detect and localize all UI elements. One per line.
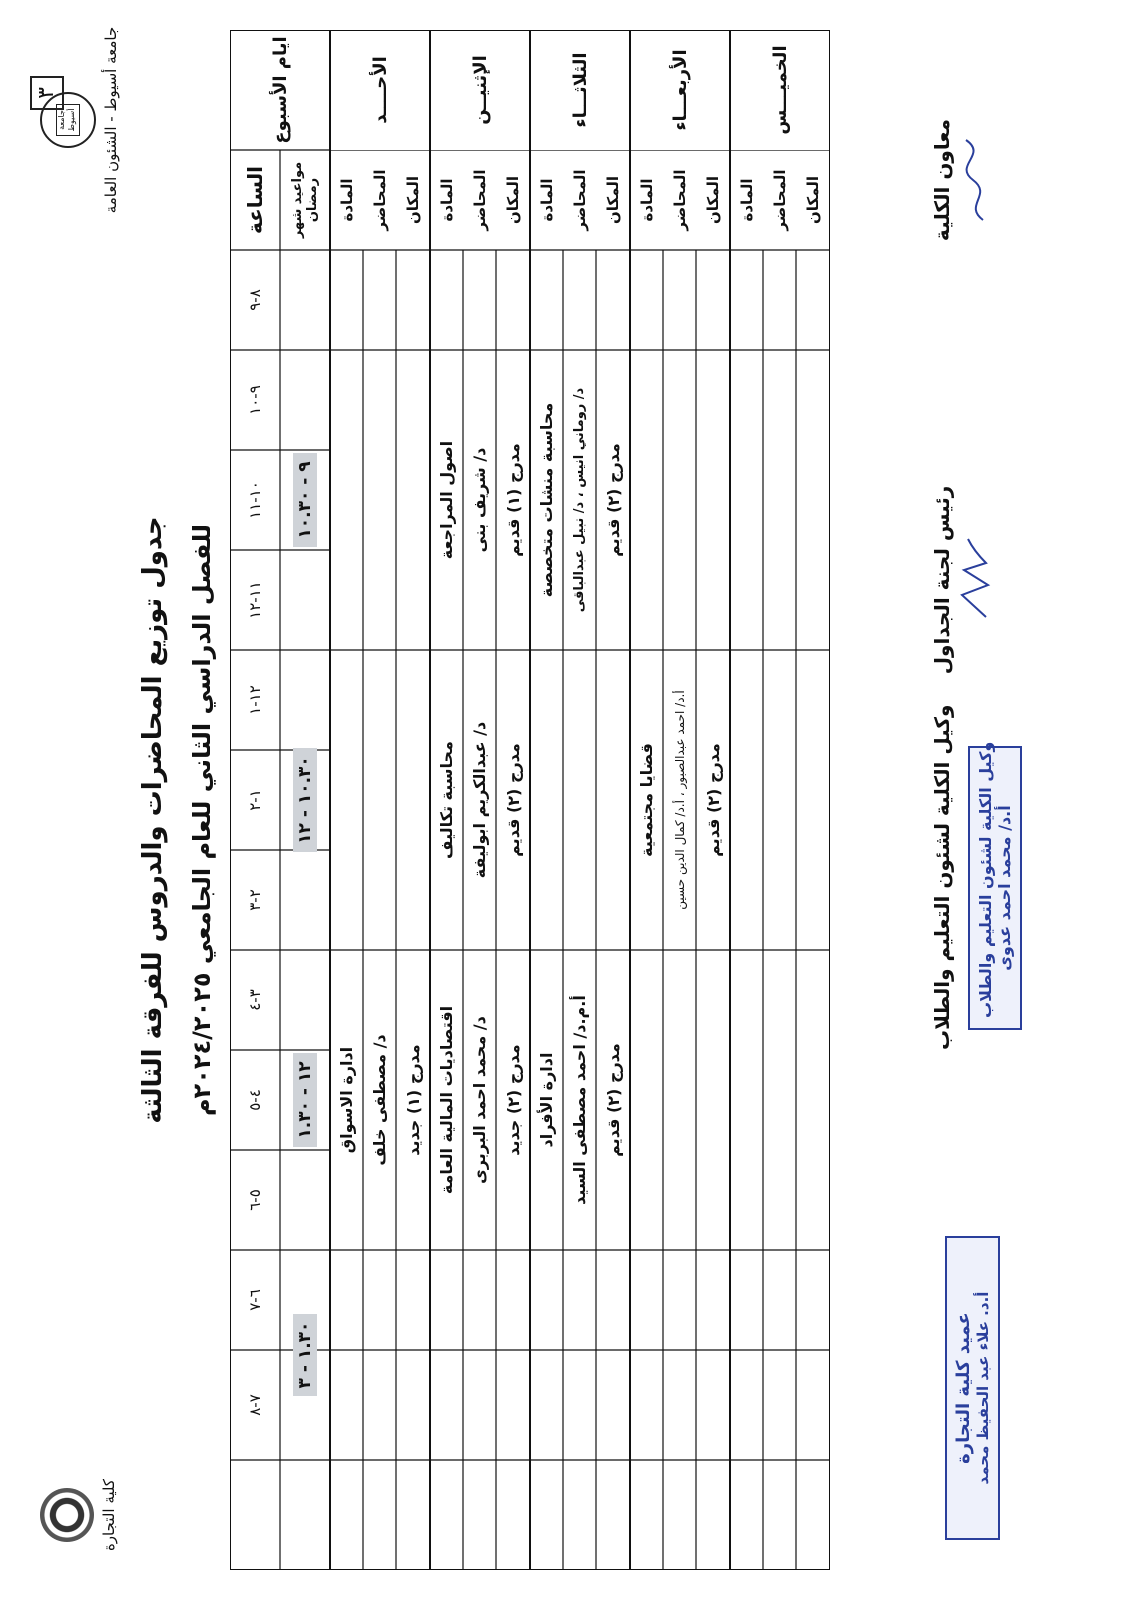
page-subtitle: للفصل الدراسي الثاني للعام الجامعي ٢٠٢٤/٢٠٢٥م bbox=[188, 523, 216, 1117]
slot-header: ٦-٧ bbox=[246, 1289, 264, 1311]
row-label-subject: المادة bbox=[437, 178, 456, 222]
session-subject: اقتصاديات المالية العامة bbox=[437, 1005, 456, 1195]
day-tuesday: الثلاثـــاء bbox=[569, 52, 591, 128]
row-label-lecturer: المحاضر bbox=[670, 169, 689, 231]
signature-vice-dean bbox=[930, 90, 998, 270]
hour-header: الساعة bbox=[243, 165, 267, 235]
slot-header: ١٠-١١ bbox=[246, 481, 264, 519]
university-header bbox=[40, 20, 120, 220]
slot-header: ١١-١٢ bbox=[246, 581, 264, 619]
faculty-logo-icon bbox=[40, 1488, 94, 1542]
session-lecturer: د/ محمد احمد البربرى bbox=[470, 1016, 489, 1184]
session-subject: ادارة الاسواق bbox=[337, 1046, 356, 1154]
signature-title: وكيل الكلية لشئون التعليم والطلاب bbox=[930, 704, 954, 1050]
signature-scribble-icon bbox=[958, 535, 994, 625]
slot-header: ٥-٦ bbox=[246, 1189, 264, 1211]
faculty-header bbox=[40, 1460, 118, 1570]
day-thursday: الخميـــس bbox=[769, 45, 791, 135]
session-subject: قضايا مجتمعية bbox=[637, 743, 656, 857]
row-label-place: المكان bbox=[804, 176, 822, 224]
slot-header: ١٢-١ bbox=[246, 685, 264, 715]
session-place: مدرج (٢) قديم bbox=[603, 443, 623, 557]
page-number: ٣ bbox=[30, 76, 64, 110]
days-header: ايام الأسبوع bbox=[269, 36, 291, 144]
session-place: مدرج (٢) قديم bbox=[703, 743, 723, 857]
session-place: مدرج (٢) جديد bbox=[503, 1044, 523, 1156]
session-place: مدرج (٢) قديم bbox=[603, 1043, 623, 1157]
session-lecturer: د/ شريف بنى bbox=[470, 447, 489, 553]
session-subject: اصول المراجعة bbox=[437, 440, 456, 560]
faculty-label: كلية التجارة bbox=[100, 1478, 118, 1552]
row-label-place: المكان bbox=[604, 176, 622, 224]
row-label-subject: المادة bbox=[737, 178, 756, 222]
vice-dean-stamp: وكيل الكلية لشئون التعليم والطلاب أ.د/ محمد احمد عدوى bbox=[968, 746, 1022, 1030]
slot-header: ٢-٣ bbox=[246, 889, 264, 911]
row-label-subject: المادة bbox=[637, 178, 656, 222]
header-divider bbox=[230, 30, 330, 250]
slot-header: ٨-٩ bbox=[246, 289, 264, 311]
session-lecturer: د/ مصطفى خلف bbox=[370, 1034, 389, 1166]
signature-title: رئيس لجنة الجداول bbox=[930, 485, 954, 675]
slot-header: ٩-١٠ bbox=[246, 385, 264, 415]
university-logo-text: جامعة أسيوط bbox=[56, 104, 80, 136]
signature-vice-dean-education bbox=[930, 704, 954, 1050]
session-lecturer: أ.د/ احمد عبدالصبور ، أ.د/ كمال الدين حسين bbox=[672, 690, 687, 910]
session-place: مدرج (٢) قديم bbox=[503, 743, 523, 857]
session-subject: محاسبة تكاليف bbox=[437, 741, 456, 859]
signature-scribble-icon bbox=[958, 135, 994, 225]
session-subject: ادارة الأفراد bbox=[537, 1052, 556, 1148]
row-label-place: المكان bbox=[704, 176, 722, 224]
row-label-lecturer: المحاضر bbox=[470, 169, 489, 231]
ramadan-time: ١٢ - ١.٣٠ bbox=[280, 950, 330, 1250]
slot-header: ٣-٤ bbox=[246, 989, 264, 1011]
session-lecturer: د/ عبدالكريم ابوليفة bbox=[470, 721, 489, 879]
ramadan-label: مواعيد شهر رمضان bbox=[290, 161, 320, 239]
row-label-subject: المادة bbox=[337, 178, 356, 222]
ramadan-time: ٩ - ١٠.٣٠ bbox=[280, 350, 330, 650]
page-title: جدول توزيع المحاضرات والدروس للفرقة الثالثة bbox=[138, 516, 168, 1124]
signature-title: معاون الكلية bbox=[930, 118, 954, 242]
ramadan-time: ١٠.٣٠ - ١٢ bbox=[280, 650, 330, 950]
session-place: مدرج (١) جديد bbox=[403, 1044, 423, 1156]
slot-header: ٧-٨ bbox=[246, 1394, 264, 1416]
session-lecturer: أ.م.د/ احمد مصطفى السيد bbox=[570, 995, 589, 1205]
row-label-lecturer: المحاضر bbox=[370, 169, 389, 231]
dean-stamp: عميد كلية التجارة أ.د. علاء عبد الحفيظ محمد bbox=[945, 1236, 1000, 1540]
day-monday: الإثنيــن bbox=[469, 55, 491, 125]
university-label: جامعة أسيوط - الشئون العامة bbox=[102, 26, 120, 214]
university-logo-icon bbox=[40, 92, 96, 148]
row-label-lecturer: المحاضر bbox=[570, 169, 589, 231]
day-wednesday: الأربعـــاء bbox=[669, 49, 691, 131]
schedule-table bbox=[230, 30, 830, 1570]
session-lecturer: د/ روماني انيس ، د/ نبيل عبدالباقى bbox=[572, 387, 587, 613]
signature-schedule-head bbox=[930, 460, 998, 700]
day-sunday: الأحــــد bbox=[369, 56, 391, 124]
row-label-place: المكان bbox=[404, 176, 422, 224]
row-label-subject: المادة bbox=[537, 178, 556, 222]
session-place: مدرج (١) قديم bbox=[503, 443, 523, 557]
slot-header: ١-٢ bbox=[246, 789, 264, 811]
row-label-lecturer: المحاضر bbox=[770, 169, 789, 231]
row-label-place: المكان bbox=[504, 176, 522, 224]
ramadan-time: ١.٣٠ - ٣ bbox=[280, 1250, 330, 1460]
slot-header: ٤-٥ bbox=[246, 1089, 264, 1111]
session-subject: محاسبة منشات متخصصة bbox=[537, 402, 556, 598]
